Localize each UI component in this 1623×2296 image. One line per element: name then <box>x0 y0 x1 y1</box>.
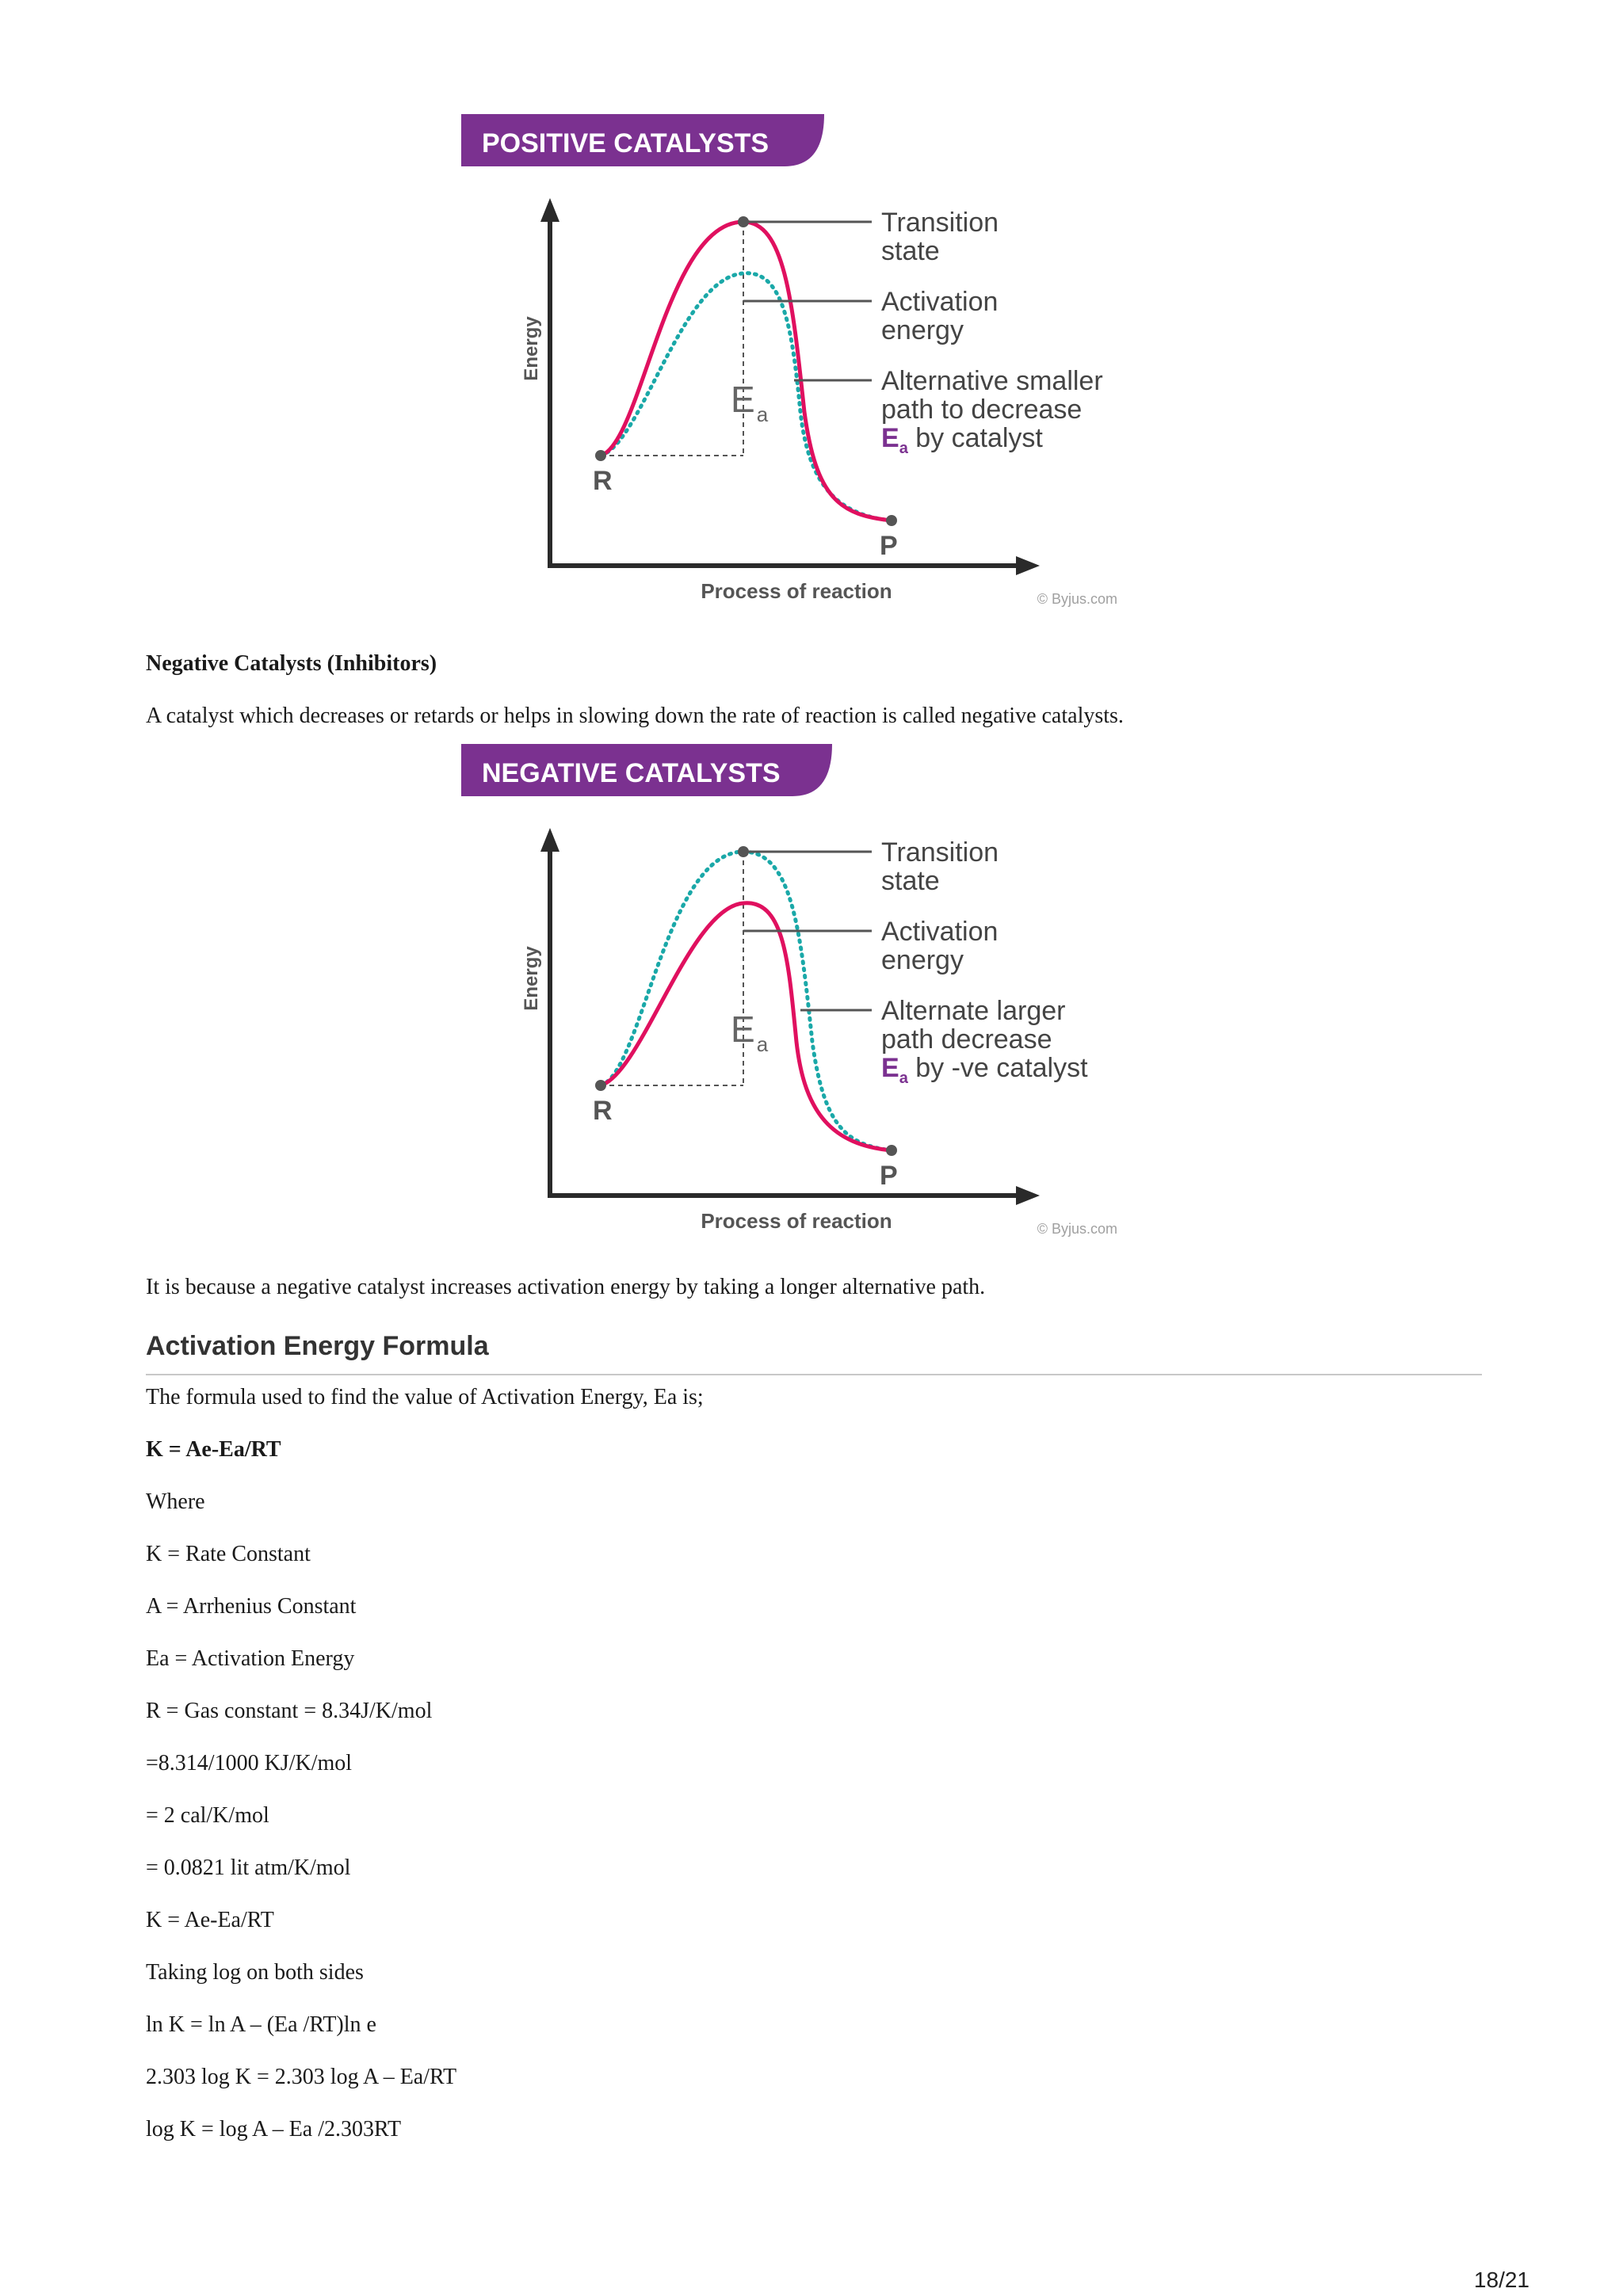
banner-title: POSITIVE CATALYSTS <box>482 128 769 158</box>
reactant-point <box>595 1080 606 1091</box>
credit-text: © Byjus.com <box>1037 1221 1117 1237</box>
formula-bold: K = Ae-Ea/RT <box>146 1437 281 1462</box>
y-axis-arrow <box>540 198 559 222</box>
alternative-path-callout: Alternative smaller path to decrease $E_a$ by catalyst <box>881 366 1103 457</box>
x-axis-arrow <box>1016 1186 1040 1205</box>
product-point <box>886 515 897 526</box>
reactant-label: R <box>593 1096 613 1126</box>
formula-line: R = Gas constant = 8.34J/K/mol <box>146 1699 433 1723</box>
formula-line: = 2 cal/K/mol <box>146 1803 269 1828</box>
formula-line: Where <box>146 1489 205 1514</box>
page-number: 18/21 <box>1473 2267 1529 2292</box>
main-reaction-curve <box>601 222 892 521</box>
credit-text: © Byjus.com <box>1037 591 1117 607</box>
negative-catalysts-heading: Negative Catalysts (Inhibitors) <box>146 651 437 676</box>
formula-line: K = Rate Constant <box>146 1542 311 1566</box>
reactant-point <box>595 450 606 461</box>
formula-line: ln K = ln A – (Ea /RT)ln e <box>146 2012 376 2037</box>
alternative-path-callout: Alternate larger path decrease $E_a$ by -ve catalyst <box>881 996 1088 1087</box>
product-label: P <box>880 531 898 561</box>
formula-line: = 0.0821 lit atm/K/mol <box>146 1855 351 1880</box>
ea-label: $E_a$ <box>731 379 769 426</box>
formula-line: Taking log on both sides <box>146 1960 364 1985</box>
reactant-label: R <box>593 466 613 496</box>
formula-line: K = Ae-Ea/RT <box>146 1908 274 1932</box>
transition-state-callout: Transition state <box>881 208 999 266</box>
y-axis-label: Energy <box>521 946 542 1011</box>
formula-line: =8.314/1000 KJ/K/mol <box>146 1751 353 1775</box>
activation-energy-callout: Activation energy <box>881 917 999 975</box>
positive-catalysts-figure <box>452 111 1165 618</box>
alternative-path-curve <box>601 852 892 1150</box>
formula-section-heading: Activation Energy Formula <box>146 1331 489 1361</box>
formula-line: 2.303 log K = 2.303 log A – Ea/RT <box>146 2065 457 2089</box>
x-axis-label: Process of reaction <box>701 579 892 603</box>
negative-catalysts-figure <box>452 741 1165 1248</box>
x-axis-label: Process of reaction <box>701 1209 892 1233</box>
transition-state-callout: Transition state <box>881 837 999 896</box>
formula-line: A = Arrhenius Constant <box>146 1594 357 1619</box>
product-point <box>886 1145 897 1156</box>
y-axis-label: Energy <box>521 316 542 381</box>
heading-divider <box>146 1374 1482 1375</box>
activation-energy-callout: Activation energy <box>881 287 999 345</box>
negative-catalysts-paragraph: A catalyst which decreases or retards or helps in slowing down the rate of reaction is called negative catalysts. <box>146 704 1124 728</box>
ea-label: $E_a$ <box>731 1009 769 1056</box>
formula-intro: The formula used to find the value of Activation Energy, Ea is; <box>146 1385 704 1409</box>
x-axis-arrow <box>1016 556 1040 575</box>
formula-line: Ea = Activation Energy <box>146 1646 355 1671</box>
product-label: P <box>880 1161 898 1191</box>
banner-title: NEGATIVE CATALYSTS <box>482 758 781 788</box>
negative-catalyst-explanation: It is because a negative catalyst increases activation energy by taking a longer alternative path. <box>146 1275 986 1299</box>
y-axis-arrow <box>540 828 559 852</box>
formula-line: log K = log A – Ea /2.303RT <box>146 2117 402 2142</box>
